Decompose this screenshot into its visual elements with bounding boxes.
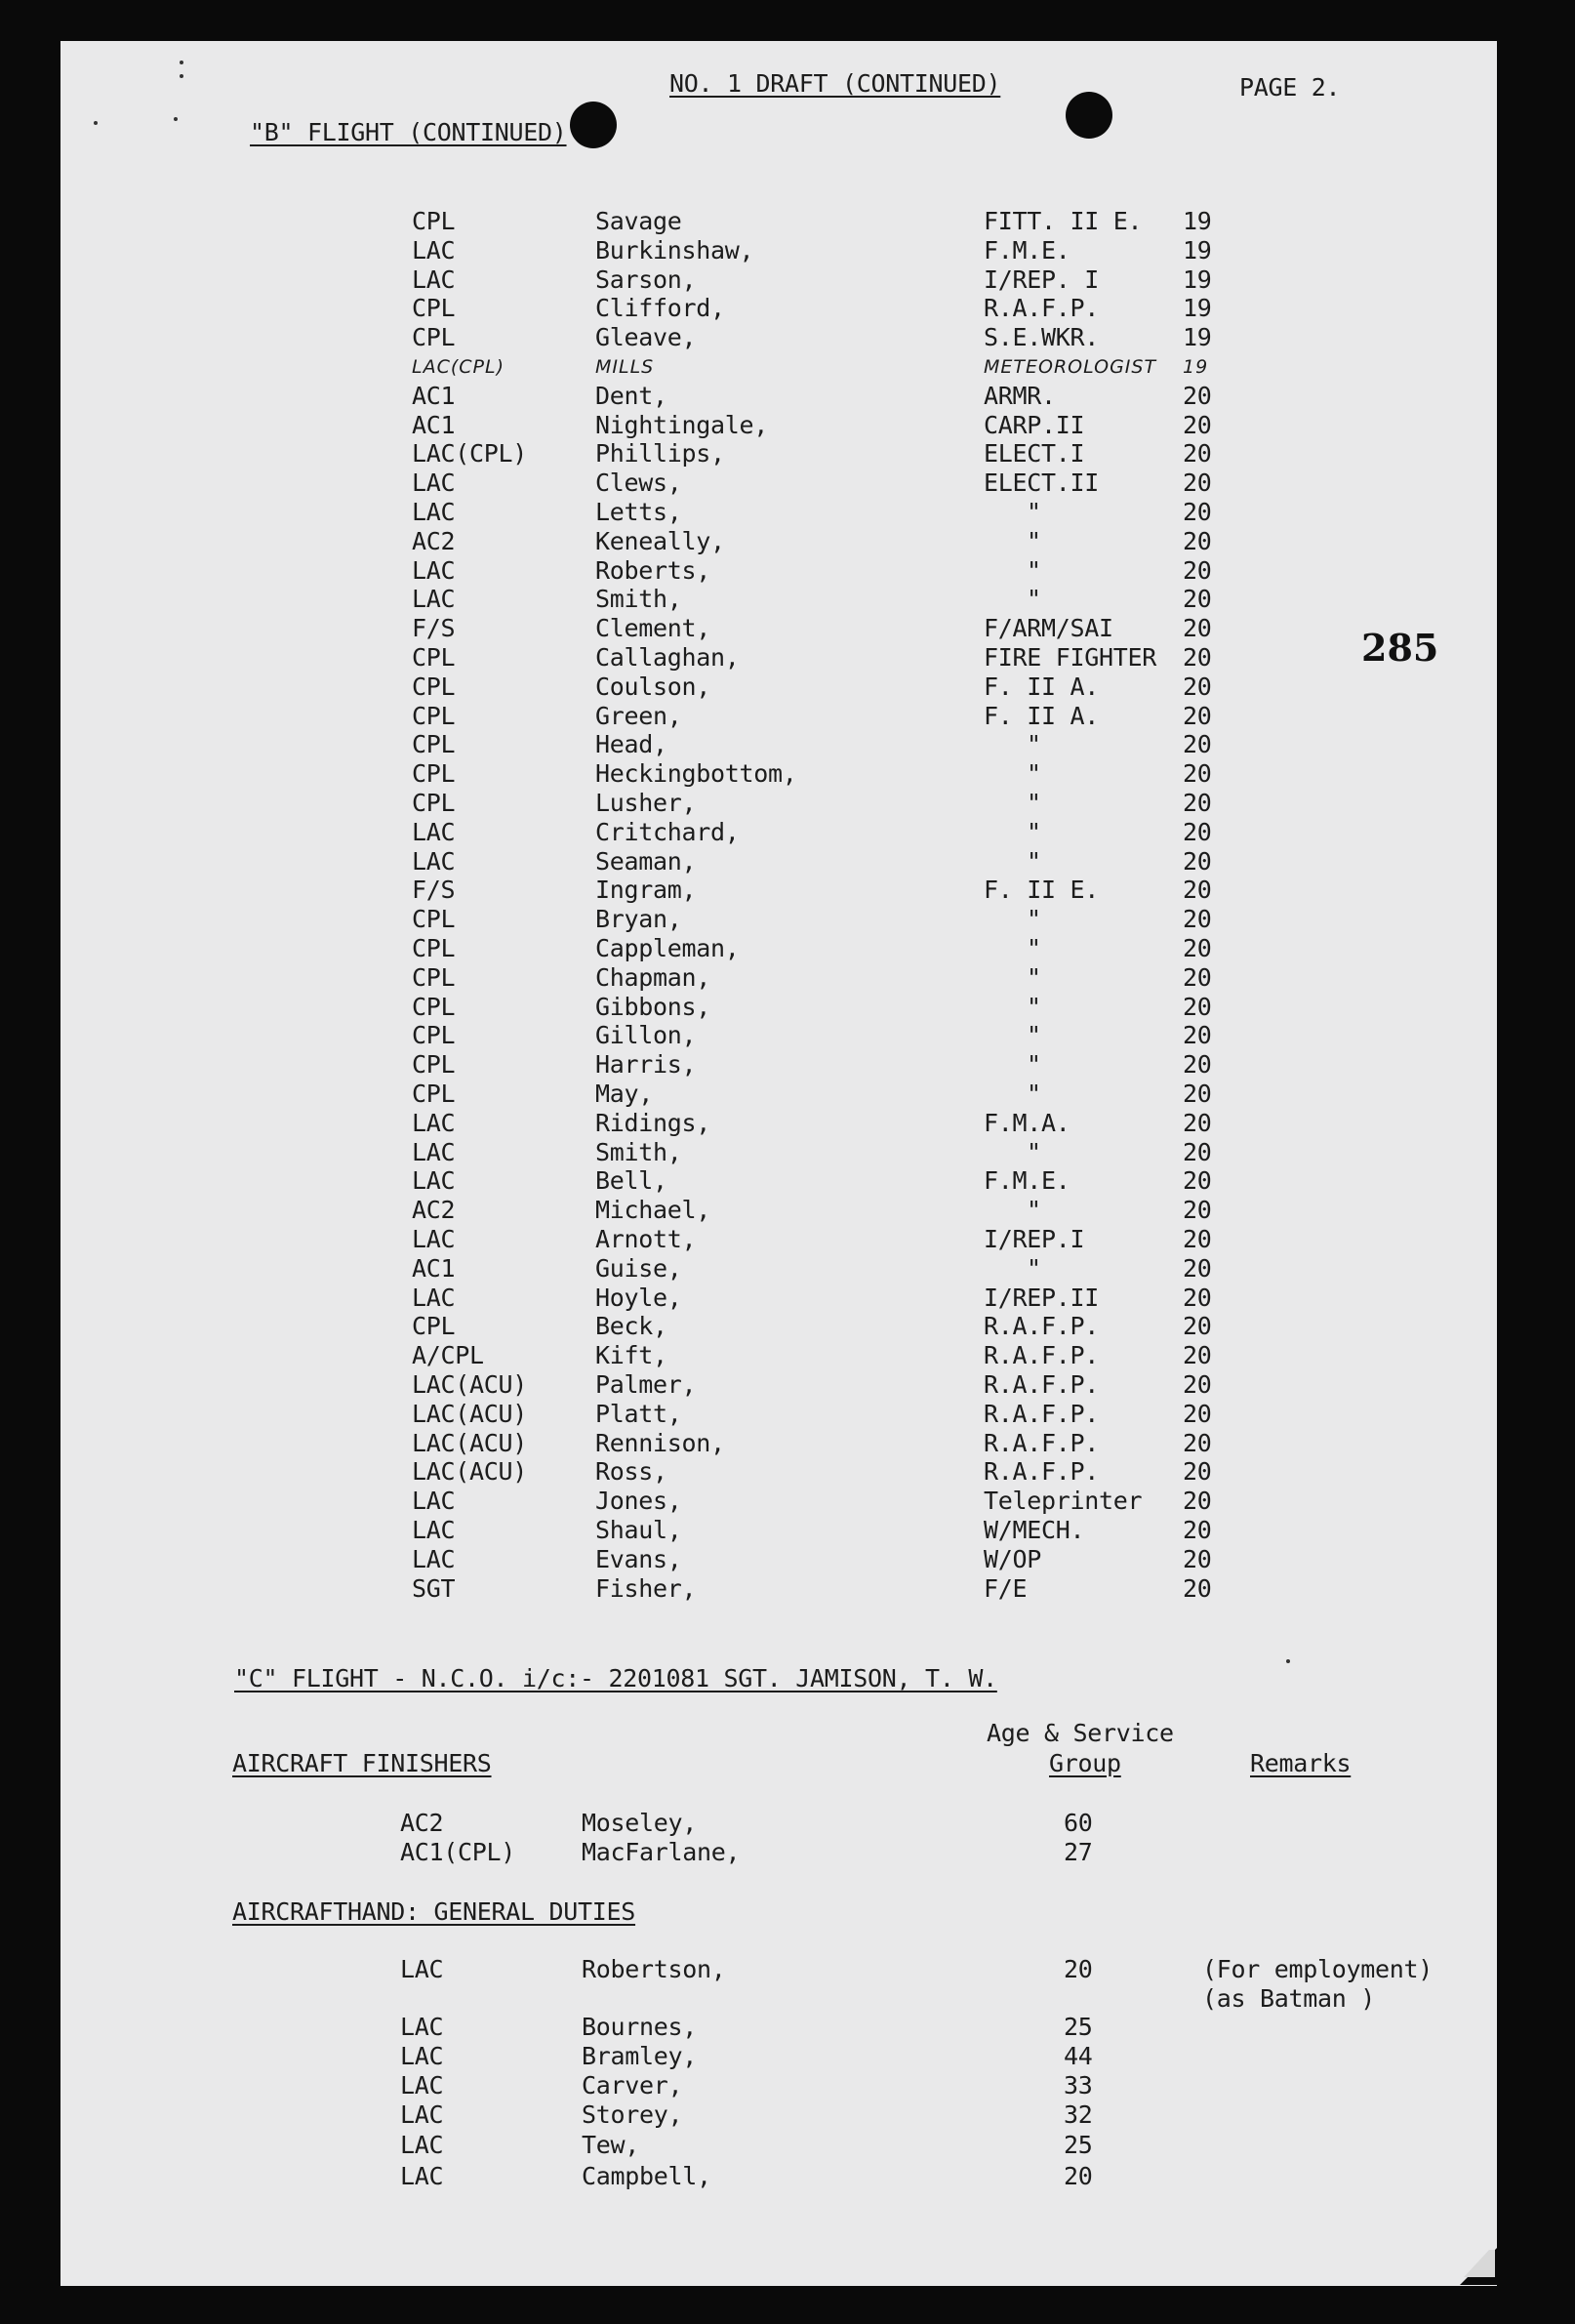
trade: I/REP.I bbox=[984, 1225, 1085, 1253]
surname: Jones, bbox=[595, 1487, 682, 1516]
group-number: 20 bbox=[1183, 410, 1212, 439]
rank: LAC bbox=[400, 2162, 444, 2190]
surname: Heckingbottom, bbox=[595, 759, 797, 789]
surname: Chapman, bbox=[595, 962, 711, 992]
surname: Keneally, bbox=[595, 526, 725, 555]
group-number: 20 bbox=[1183, 905, 1212, 934]
trade-ditto: " bbox=[1027, 817, 1041, 846]
rank: LAC bbox=[412, 585, 456, 614]
rank: LAC bbox=[412, 1283, 456, 1312]
group-number: 20 bbox=[1183, 1370, 1212, 1399]
document-page bbox=[61, 41, 1497, 2286]
rank: LAC bbox=[412, 1487, 456, 1516]
trade: I/REP.II bbox=[984, 1283, 1100, 1312]
trade: ELECT.I bbox=[984, 439, 1085, 469]
group-number: 20 bbox=[1183, 498, 1212, 526]
rank: LAC(ACU) bbox=[412, 1428, 528, 1457]
punch-hole bbox=[1066, 92, 1112, 139]
age-group: 20 bbox=[1064, 1955, 1093, 1983]
rank: LAC bbox=[412, 1516, 456, 1544]
rank: LAC bbox=[412, 555, 456, 585]
rank: LAC bbox=[412, 1137, 456, 1166]
rank: LAC bbox=[400, 2013, 444, 2041]
rank: CPL bbox=[412, 789, 456, 817]
trade-ditto: " bbox=[1027, 498, 1041, 526]
surname: Ridings, bbox=[595, 1108, 711, 1137]
surname: Lusher, bbox=[595, 789, 697, 817]
speck bbox=[180, 74, 183, 78]
rank: AC2 bbox=[400, 1809, 444, 1837]
rank: CPL bbox=[412, 962, 456, 992]
surname: Arnott, bbox=[595, 1225, 697, 1253]
trade-ditto: " bbox=[1027, 1253, 1041, 1283]
surname: Guise, bbox=[595, 1253, 682, 1283]
trade-ditto: " bbox=[1027, 1137, 1041, 1166]
trade-ditto: " bbox=[1027, 526, 1041, 555]
surname: Ingram, bbox=[595, 876, 697, 905]
rank: AC2 bbox=[412, 1196, 456, 1225]
rank: CPL bbox=[412, 1021, 456, 1050]
surname: Sarson, bbox=[595, 265, 697, 294]
trade: F.M.E. bbox=[984, 235, 1070, 265]
rank: CPL bbox=[412, 294, 456, 323]
rank: CPL bbox=[412, 207, 456, 235]
page-number: PAGE 2. bbox=[1239, 73, 1341, 102]
trade: S.E.WKR. bbox=[984, 323, 1100, 352]
group-number: 20 bbox=[1183, 585, 1212, 614]
trade-ditto: " bbox=[1027, 789, 1041, 817]
folded-corner-icon bbox=[1460, 2248, 1497, 2285]
trade: METEOROLOGIST bbox=[984, 356, 1157, 378]
speck bbox=[94, 121, 98, 125]
surname: Moseley, bbox=[582, 1809, 698, 1837]
age-group: 33 bbox=[1064, 2071, 1093, 2100]
trade-ditto: " bbox=[1027, 585, 1041, 614]
rank: SGT bbox=[412, 1573, 456, 1603]
trade: R.A.F.P. bbox=[984, 1312, 1100, 1341]
speck bbox=[180, 61, 183, 64]
document-title: NO. 1 DRAFT (CONTINUED) bbox=[669, 69, 1001, 98]
rank: CPL bbox=[412, 1080, 456, 1108]
surname: Fisher, bbox=[595, 1573, 697, 1603]
rank: LAC bbox=[412, 235, 456, 265]
remark-line-1: (For employment) bbox=[1202, 1955, 1434, 1983]
surname: Carver, bbox=[582, 2071, 683, 2100]
rank: CPL bbox=[412, 934, 456, 962]
trade-ditto: " bbox=[1027, 992, 1041, 1021]
aircraft-finishers-heading: AIRCRAFT FINISHERS bbox=[232, 1749, 492, 1777]
remark-line-2: (as Batman ) bbox=[1202, 1984, 1376, 2013]
rank: LAC bbox=[412, 1544, 456, 1573]
surname: Clifford, bbox=[595, 294, 725, 323]
rank: F/S bbox=[412, 876, 456, 905]
surname: Evans, bbox=[595, 1544, 682, 1573]
surname: Roberts, bbox=[595, 555, 711, 585]
rank: LAC bbox=[412, 1108, 456, 1137]
group-number: 20 bbox=[1183, 1312, 1212, 1341]
group-number: 19 bbox=[1183, 356, 1209, 378]
rank: LAC(ACU) bbox=[412, 1457, 528, 1487]
surname: Gibbons, bbox=[595, 992, 711, 1021]
rank: CPL bbox=[412, 759, 456, 789]
rank: CPL bbox=[412, 730, 456, 759]
surname: Michael, bbox=[595, 1196, 711, 1225]
trade-ditto: " bbox=[1027, 1021, 1041, 1050]
group-number: 19 bbox=[1183, 265, 1212, 294]
surname: Platt, bbox=[595, 1399, 682, 1428]
surname: Storey, bbox=[582, 2100, 683, 2129]
group-number: 20 bbox=[1183, 614, 1212, 643]
group-number: 20 bbox=[1183, 817, 1212, 846]
surname: Tew, bbox=[582, 2131, 640, 2159]
group-number: 20 bbox=[1183, 789, 1212, 817]
rank: CPL bbox=[412, 701, 456, 730]
group-number: 20 bbox=[1183, 1050, 1212, 1080]
group-number: 20 bbox=[1183, 992, 1212, 1021]
surname: Bramley, bbox=[582, 2042, 698, 2070]
surname: Robertson, bbox=[582, 1955, 726, 1983]
rank: LAC bbox=[412, 498, 456, 526]
rank: AC1(CPL) bbox=[400, 1838, 516, 1866]
surname: Gillon, bbox=[595, 1021, 697, 1050]
rank: LAC(CPL) bbox=[412, 356, 505, 378]
surname: Seaman, bbox=[595, 846, 697, 876]
group-number: 20 bbox=[1183, 1516, 1212, 1544]
trade: FITT. II E. bbox=[984, 207, 1143, 235]
surname: Coulson, bbox=[595, 672, 711, 701]
group-number: 20 bbox=[1183, 1253, 1212, 1283]
b-flight-heading: "B" FLIGHT (CONTINUED) bbox=[250, 118, 567, 146]
group-number: 20 bbox=[1183, 555, 1212, 585]
group-number: 20 bbox=[1183, 730, 1212, 759]
rank: CPL bbox=[412, 905, 456, 934]
trade-ditto: " bbox=[1027, 1196, 1041, 1225]
trade: F. II A. bbox=[984, 701, 1100, 730]
rank: LAC bbox=[412, 817, 456, 846]
age-group: 27 bbox=[1064, 1838, 1093, 1866]
surname: Bryan, bbox=[595, 905, 682, 934]
age-group: 25 bbox=[1064, 2131, 1093, 2159]
trade-ditto: " bbox=[1027, 759, 1041, 789]
group-number: 20 bbox=[1183, 1283, 1212, 1312]
surname: Cappleman, bbox=[595, 934, 740, 962]
trade: W/OP bbox=[984, 1544, 1042, 1573]
rank: CPL bbox=[412, 992, 456, 1021]
surname: May, bbox=[595, 1080, 654, 1108]
speck bbox=[174, 117, 178, 121]
surname: Callaghan, bbox=[595, 643, 740, 672]
general-duties-heading: AIRCRAFTHAND: GENERAL DUTIES bbox=[232, 1897, 636, 1926]
surname: Smith, bbox=[595, 1137, 682, 1166]
trade-ditto: " bbox=[1027, 934, 1041, 962]
trade: I/REP. I bbox=[984, 265, 1100, 294]
surname: Clews, bbox=[595, 469, 682, 498]
group-number: 20 bbox=[1183, 1399, 1212, 1428]
surname: Campbell, bbox=[582, 2162, 711, 2190]
surname: Green, bbox=[595, 701, 682, 730]
surname: Rennison, bbox=[595, 1428, 725, 1457]
rank: LAC bbox=[412, 1166, 456, 1196]
trade-ditto: " bbox=[1027, 555, 1041, 585]
rank: CPL bbox=[412, 672, 456, 701]
stamped-number: 285 bbox=[1361, 626, 1439, 670]
group-number: 20 bbox=[1183, 1196, 1212, 1225]
rank: LAC bbox=[412, 846, 456, 876]
age-group: 44 bbox=[1064, 2042, 1093, 2070]
group-number: 20 bbox=[1183, 526, 1212, 555]
group-number: 20 bbox=[1183, 934, 1212, 962]
surname: Letts, bbox=[595, 498, 682, 526]
punch-hole bbox=[570, 102, 617, 148]
surname: Nightingale, bbox=[595, 410, 769, 439]
group-number: 20 bbox=[1183, 962, 1212, 992]
group-number: 20 bbox=[1183, 1428, 1212, 1457]
group-number: 19 bbox=[1183, 207, 1212, 235]
surname: Beck, bbox=[595, 1312, 667, 1341]
trade: R.A.F.P. bbox=[984, 1370, 1100, 1399]
rank: LAC bbox=[412, 265, 456, 294]
group-number: 20 bbox=[1183, 1108, 1212, 1137]
surname: Palmer, bbox=[595, 1370, 697, 1399]
surname: Gleave, bbox=[595, 323, 697, 352]
trade-ditto: " bbox=[1027, 1080, 1041, 1108]
age-group: 25 bbox=[1064, 2013, 1093, 2041]
speck bbox=[1286, 1659, 1290, 1663]
group-number: 20 bbox=[1183, 876, 1212, 905]
rank: A/CPL bbox=[412, 1341, 484, 1370]
surname: Burkinshaw, bbox=[595, 235, 754, 265]
rank: LAC bbox=[400, 2042, 444, 2070]
trade-ditto: " bbox=[1027, 730, 1041, 759]
surname: Bournes, bbox=[582, 2013, 698, 2041]
trade-ditto: " bbox=[1027, 1050, 1041, 1080]
group-number: 20 bbox=[1183, 1573, 1212, 1603]
surname: Ross, bbox=[595, 1457, 667, 1487]
group-number: 20 bbox=[1183, 846, 1212, 876]
rank: F/S bbox=[412, 614, 456, 643]
surname: Critchard, bbox=[595, 817, 740, 846]
rank: AC2 bbox=[412, 526, 456, 555]
group-number: 19 bbox=[1183, 235, 1212, 265]
rank: LAC(CPL) bbox=[412, 439, 528, 469]
trade: R.A.F.P. bbox=[984, 1457, 1100, 1487]
rank: CPL bbox=[412, 643, 456, 672]
trade: R.A.F.P. bbox=[984, 1428, 1100, 1457]
group-number: 20 bbox=[1183, 1021, 1212, 1050]
rank: LAC bbox=[400, 2131, 444, 2159]
age-group: 60 bbox=[1064, 1809, 1093, 1837]
group-number: 20 bbox=[1183, 1457, 1212, 1487]
group-number: 19 bbox=[1183, 323, 1212, 352]
surname: Dent, bbox=[595, 381, 667, 410]
rank: LAC bbox=[412, 469, 456, 498]
group-number: 20 bbox=[1183, 643, 1212, 672]
trade: F.M.E. bbox=[984, 1166, 1070, 1196]
group-column-header: Group bbox=[1049, 1749, 1121, 1777]
rank: LAC(ACU) bbox=[412, 1399, 528, 1428]
rank: LAC bbox=[400, 1955, 444, 1983]
trade: R.A.F.P. bbox=[984, 1399, 1100, 1428]
trade: R.A.F.P. bbox=[984, 1341, 1100, 1370]
surname: Harris, bbox=[595, 1050, 697, 1080]
surname: MILLS bbox=[595, 356, 655, 378]
remarks-column-header: Remarks bbox=[1250, 1749, 1352, 1777]
group-number: 20 bbox=[1183, 1225, 1212, 1253]
rank: LAC bbox=[400, 2071, 444, 2100]
surname: Clement, bbox=[595, 614, 711, 643]
age-group: 32 bbox=[1064, 2100, 1093, 2129]
surname: Kift, bbox=[595, 1341, 667, 1370]
group-number: 20 bbox=[1183, 1137, 1212, 1166]
group-number: 20 bbox=[1183, 1080, 1212, 1108]
trade: R.A.F.P. bbox=[984, 294, 1100, 323]
group-number: 20 bbox=[1183, 701, 1212, 730]
group-number: 20 bbox=[1183, 1166, 1212, 1196]
trade: ELECT.II bbox=[984, 469, 1100, 498]
trade: CARP.II bbox=[984, 410, 1085, 439]
surname: Head, bbox=[595, 730, 667, 759]
trade: F/ARM/SAI bbox=[984, 614, 1113, 643]
rank: AC1 bbox=[412, 1253, 456, 1283]
trade: F/E bbox=[984, 1573, 1028, 1603]
age-column-header: Age & Service bbox=[987, 1719, 1174, 1747]
rank: CPL bbox=[412, 1312, 456, 1341]
trade-ditto: " bbox=[1027, 962, 1041, 992]
trade: W/MECH. bbox=[984, 1516, 1085, 1544]
surname: Phillips, bbox=[595, 439, 725, 469]
group-number: 20 bbox=[1183, 469, 1212, 498]
trade: F.M.A. bbox=[984, 1108, 1070, 1137]
group-number: 20 bbox=[1183, 672, 1212, 701]
rank: LAC bbox=[400, 2100, 444, 2129]
trade: ARMR. bbox=[984, 381, 1056, 410]
surname: Hoyle, bbox=[595, 1283, 682, 1312]
trade: F. II E. bbox=[984, 876, 1100, 905]
rank: LAC bbox=[412, 1225, 456, 1253]
rank: CPL bbox=[412, 323, 456, 352]
trade: FIRE FIGHTER bbox=[984, 643, 1157, 672]
rank: LAC(ACU) bbox=[412, 1370, 528, 1399]
rank: AC1 bbox=[412, 381, 456, 410]
rank: CPL bbox=[412, 1050, 456, 1080]
surname: Shaul, bbox=[595, 1516, 682, 1544]
trade: Teleprinter bbox=[984, 1487, 1143, 1516]
surname: Smith, bbox=[595, 585, 682, 614]
group-number: 20 bbox=[1183, 1341, 1212, 1370]
group-number: 20 bbox=[1183, 381, 1212, 410]
group-number: 19 bbox=[1183, 294, 1212, 323]
c-flight-heading: "C" FLIGHT - N.C.O. i/c:- 2201081 SGT. JAMISON, T. W. bbox=[234, 1664, 997, 1692]
surname: MacFarlane, bbox=[582, 1838, 741, 1866]
surname: Savage bbox=[595, 207, 682, 235]
surname: Bell, bbox=[595, 1166, 667, 1196]
trade-ditto: " bbox=[1027, 905, 1041, 934]
group-number: 20 bbox=[1183, 1544, 1212, 1573]
age-group: 20 bbox=[1064, 2162, 1093, 2190]
group-number: 20 bbox=[1183, 759, 1212, 789]
rank: AC1 bbox=[412, 410, 456, 439]
group-number: 20 bbox=[1183, 1487, 1212, 1516]
trade: F. II A. bbox=[984, 672, 1100, 701]
group-number: 20 bbox=[1183, 439, 1212, 469]
trade-ditto: " bbox=[1027, 846, 1041, 876]
